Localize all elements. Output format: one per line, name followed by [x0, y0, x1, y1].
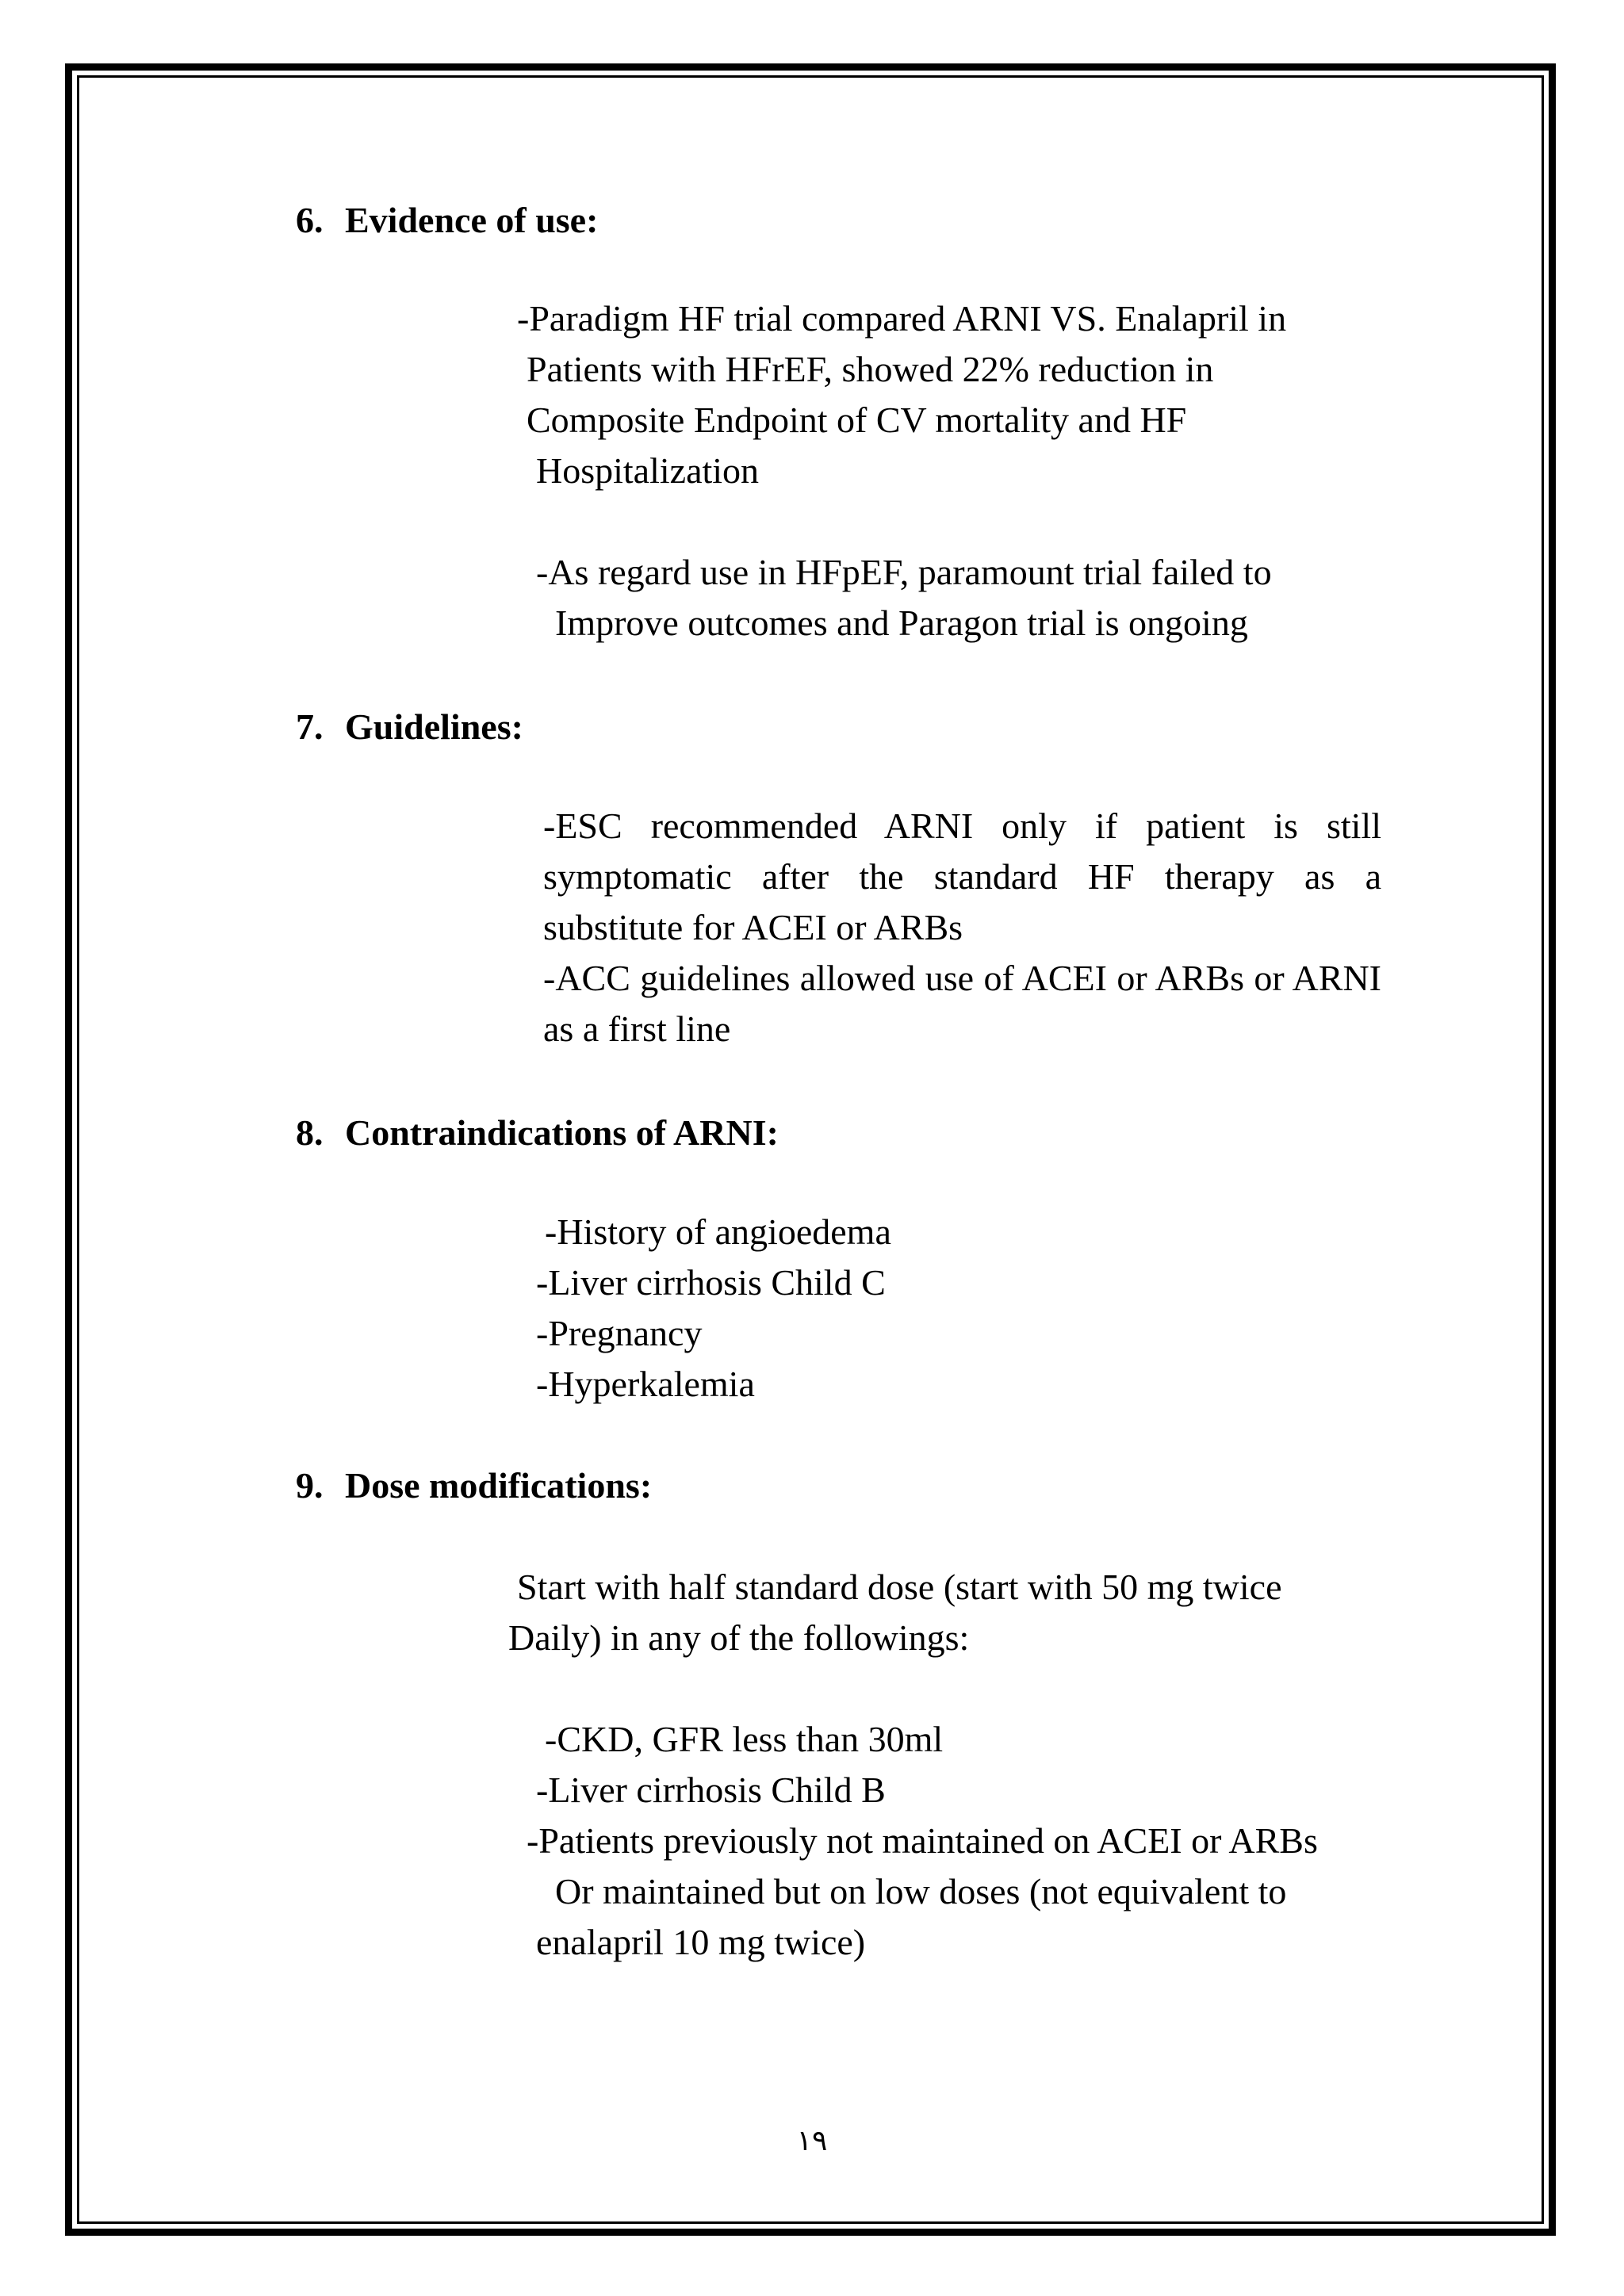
section-number: 9.: [296, 1465, 324, 1506]
section-number: 8.: [296, 1112, 324, 1153]
guideline-esc-paragraph: -ESC recommended ARNI only if patient is still symptomatic after the standard HF therapy as a substitute for ACEI or ARBs: [543, 806, 1381, 947]
section-heading-evidence: [296, 198, 598, 243]
dose-item: Or maintained but on low doses (not equivalent to: [555, 1871, 1287, 1911]
contraindication-item: -History of angioedema: [545, 1211, 891, 1252]
section-title: Contraindications of ARNI:: [345, 1112, 779, 1153]
section-number: 6.: [296, 200, 324, 240]
section-heading-contraindications: [296, 1111, 779, 1155]
evidence-paradigm-line: Patients with HFrEF, showed 22% reduction in: [527, 349, 1214, 389]
dose-item: -Patients previously not maintained on ACEI or ARBs: [527, 1820, 1318, 1861]
evidence-paradigm-line: -Paradigm HF trial compared ARNI VS. Enalapril in: [517, 298, 1287, 339]
evidence-hfpef-line: Improve outcomes and Paragon trial is ongoing: [555, 603, 1248, 643]
contraindication-item: -Hyperkalemia: [536, 1364, 755, 1404]
section-heading-dose: [296, 1464, 652, 1508]
section-title: Evidence of use:: [345, 200, 599, 240]
section-title: Guidelines:: [345, 706, 523, 747]
contraindication-item: -Pregnancy: [536, 1313, 703, 1353]
evidence-hfpef-line: -As regard use in HFpEF, paramount trial failed to: [536, 552, 1272, 592]
page-number: ١٩: [796, 2125, 828, 2156]
dose-item: -CKD, GFR less than 30ml: [545, 1719, 944, 1759]
section-number: 7.: [296, 706, 324, 747]
dose-intro-line: Daily) in any of the followings:: [508, 1617, 970, 1658]
section-heading-guidelines: [296, 705, 523, 749]
section-title: Dose modifications:: [345, 1465, 653, 1506]
evidence-paradigm-line: Composite Endpoint of CV mortality and HF: [527, 400, 1187, 440]
dose-item: -Liver cirrhosis Child B: [536, 1770, 886, 1810]
dose-intro-line: Start with half standard dose (start with 50 mg twice: [517, 1567, 1282, 1607]
contraindication-item: -Liver cirrhosis Child C: [536, 1262, 886, 1303]
dose-item: enalapril 10 mg twice): [536, 1922, 866, 1962]
evidence-paradigm-line: Hospitalization: [536, 450, 760, 491]
guideline-acc-paragraph: -ACC guidelines allowed use of ACEI or ARBs or ARNI as a first line: [543, 958, 1381, 1049]
